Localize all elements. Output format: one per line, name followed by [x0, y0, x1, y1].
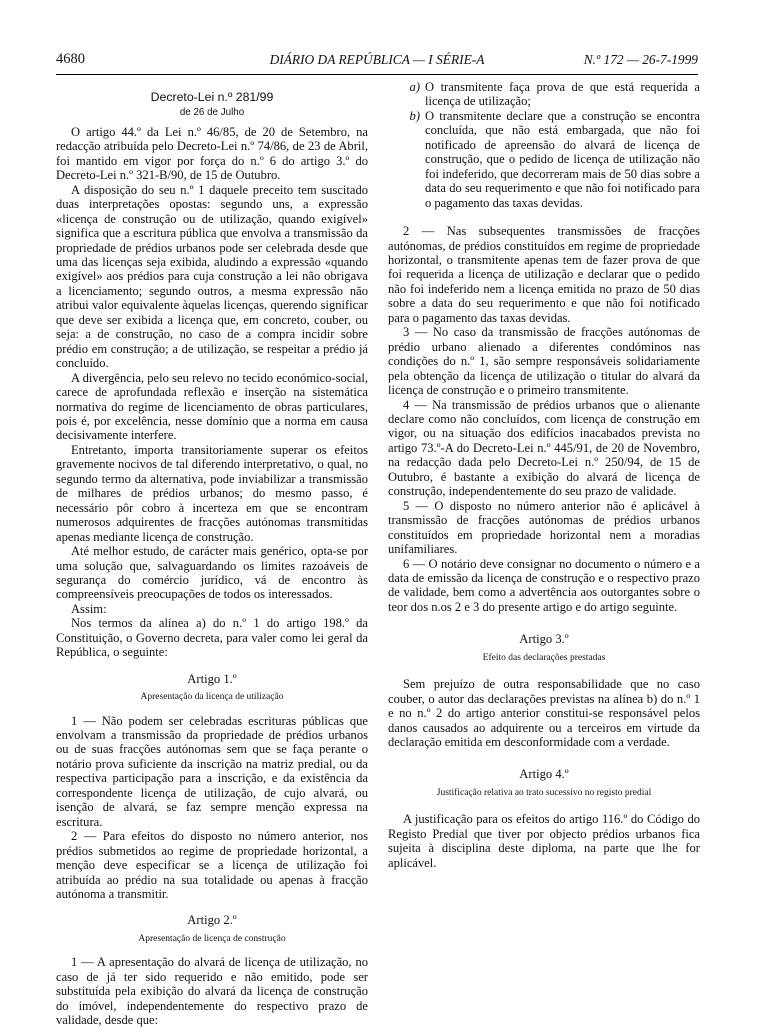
preamble-paragraph: A divergência, pelo seu relevo no tecido económico-social, carece de aprofundada reflexão e inserção na sistemática normativa do regime de licenciamento de obras particulares, pois é, por excelência, nesse domínio que a norma em causa decisivamente interfere.: [56, 370, 368, 443]
article-paragraph: A justificação para os efeitos do artigo 116.º do Código do Registo Predial que tiver por objecto prédios urbanos fica sujeita à disciplina deste diploma, na parte que lhe for aplicável.: [388, 812, 700, 870]
preamble-paragraph: A disposição do seu n.º 1 daquele preceito tem suscitado duas interpretações opostas: segundo uns, a expressão «licença de construção ou de utilização, quando exigível» significa que a escritura pública que envolva a transmissão da propriedade de prédios urbanos pode ser celebrada desde que uma das licenças seja exibida, aludindo a expressão «quando exigível» aos prédios para cuja construção a lei não obrigava a licenciamento; segundo outros, a mesma expressão não atribui valor equivalente àquelas licenças, querendo significar que deve ser exibida a licença que, em concreto, couber, ou seja: a de construção, no caso de a compra incidir sobre prédio em construção; a de utilização, se respeitar a prédio já concluído.: [56, 182, 368, 371]
list-item: [408, 80, 700, 109]
preamble-paragraph: Até melhor estudo, de carácter mais genérico, opta-se por uma solução que, salvaguardando os limites razoáveis de segurança do comércio jurídico, vá de encontro às compreensíveis preocupações de todos os interessados.: [56, 544, 368, 602]
conditions-list: [408, 80, 700, 210]
preamble-paragraph: Assim:: [71, 601, 107, 616]
list-item-marker: a): [409, 80, 420, 94]
article-2-title: Artigo 2.º: [187, 913, 237, 928]
list-item-marker: b): [409, 108, 420, 123]
right-column: [388, 80, 700, 870]
list-item-text: O transmitente faça prova de que está requerida a licença de utilização;: [425, 80, 700, 109]
article-3-subtitle: Efeito das declarações prestadas: [482, 652, 606, 663]
list-item-text: O transmitente declare que a construção se encontra concluída, que não está embargada, que não foi notificado de apreensão do alvará de licença de construção, que o pedido de licença de utilização não foi indeferido, que decorreram mais de 50 dias sobre a data do seu requerimento e que não foi notificado para o pagamento das taxas devidas.: [425, 108, 700, 210]
article-paragraph: 3 — No caso da transmissão de fracções autónomas de prédio urbano alienado a diferentes condóminos nas condições do n.º 1, são sempre responsáveis solidariamente pela obtenção da licença de utilização o titular do alvará da licença de construção e o primeiro transmitente.: [388, 325, 700, 398]
article-paragraph: 4 — Na transmissão de prédios urbanos que o alienante declare como não concluídos, com licença de construção em vigor, ou na situação dos edifícios inacabados prevista no artigo 73.º-A do Decreto-Lei n.º 445/91, de 20 de Novembro, na redacção dada pelo Decreto-Lei n.º 250/94, de 15 de Outubro, é bastante a exibição do alvará de licença de construção, independentemente do seu prazo de validade.: [388, 397, 700, 499]
issue-number-date: N.º 172 — 26-7-1999: [583, 52, 698, 67]
article-paragraph: Sem prejuízo de outra responsabilidade que no caso couber, o autor das declarações previstas na alínea b) do n.º 1 e no n.º 2 do artigo anterior constitui-se responsável pelos danos causados ao adquirente ou a terceiros em virtude da declaração emitida em desconformidade com a verdade.: [388, 677, 700, 750]
article-paragraph: 1 — Não podem ser celebradas escrituras públicas que envolvam a transmissão da propriedade de prédios urbanos ou de suas fracções autónomas sem que se faça perante o notário prova suficiente da inscrição na matriz predial, ou da respectiva participação para a inscrição, e da existência da correspondente licença de utilização, de cujo alvará, ou isenção de alvará, se faz sempre menção expressa na escritura.: [56, 713, 368, 829]
left-column: [56, 78, 368, 1028]
article-4-subtitle: Justificação relativa ao trato sucessivo no registo predial: [436, 787, 652, 798]
article-1-subtitle: Apresentação da licença de utilização: [140, 692, 284, 703]
article-paragraph: 2 — Nas subsequentes transmissões de fracções autónomas, de prédios constituídos em regime de propriedade horizontal, o transmitente apenas tem de fazer prova de que foi requerida a licença de utilização e declarar que o pedido não foi indeferido nem a licença emitida no prazo de 50 dias sobre a data do seu requerimento e que não foi notificado para o pagamento das taxas devidas.: [388, 224, 700, 325]
article-4-title: Artigo 4.º: [519, 767, 569, 782]
article-2-subtitle: Apresentação de licença de construção: [138, 933, 286, 944]
article-paragraph: 2 — Para efeitos do disposto no número anterior, nos prédios submetidos ao regime de propriedade horizontal, a menção deve especificar se a licença de utilização foi atribuída ao prédio na sua totalidade ou apenas à fracção autónoma a transmitir.: [56, 829, 368, 902]
preamble-paragraph: O artigo 44.º da Lei n.º 46/85, de 20 de Setembro, na redacção atribuída pelo Decreto-Lei n.º 74/86, de 23 de Abril, foi mantido em vigor por força do n.º 6 do artigo 3.º do Decreto-Lei n.º 321-B/90, de 15 de Outubro.: [56, 124, 368, 183]
decree-date: de 26 de Julho: [179, 107, 245, 119]
article-paragraph: 1 — A apresentação do alvará de licença de utilização, no caso de já ter sido requerido e não emitido, pode ser substituída pela exibição do alvará da licença de construção do imóvel, independentemente do respectivo prazo de validade, desde que:: [56, 955, 368, 1028]
article-paragraph: 6 — O notário deve consignar no documento o número e a data de emissão da licença de construção e o respectivo prazo de validade, bem como a advertência aos outorgantes sobre o teor dos n.os 2 e 3 do presente artigo e do artigo seguinte.: [388, 556, 700, 614]
article-1-title: Artigo 1.º: [187, 671, 237, 686]
article-paragraph: 5 — O disposto no número anterior não é aplicável à transmissão de fracções autónomas de prédios urbanos constituídos em propriedade horizontal nem a moradias unifamiliares.: [388, 498, 700, 557]
publication-title: DIÁRIO DA REPÚBLICA — I SÉRIE-A: [269, 52, 485, 67]
page-number: 4680: [56, 51, 85, 67]
decree-title: Decreto-Lei n.º 281/99: [150, 90, 274, 104]
article-3-title: Artigo 3.º: [519, 632, 569, 647]
page-header: [56, 52, 698, 75]
list-item: [408, 109, 700, 210]
preamble-paragraph: Nos termos da alínea a) do n.º 1 do artigo 198.º da Constituição, o Governo decreta, para valer como lei geral da República, o seguinte:: [56, 616, 368, 660]
preamble-paragraph: Entretanto, importa transitoriamente superar os efeitos gravemente nocivos de tal diferendo interpretativo, o qual, no segundo termo da alternativa, pode inviabilizar a transmissão de milhares de prédios urbanos; do mesmo passo, é necessário pôr cobro à incerteza em que se encontram numerosos adquirentes de fracções autónomas transmitidas apenas mediante licença de construção.: [56, 442, 368, 544]
